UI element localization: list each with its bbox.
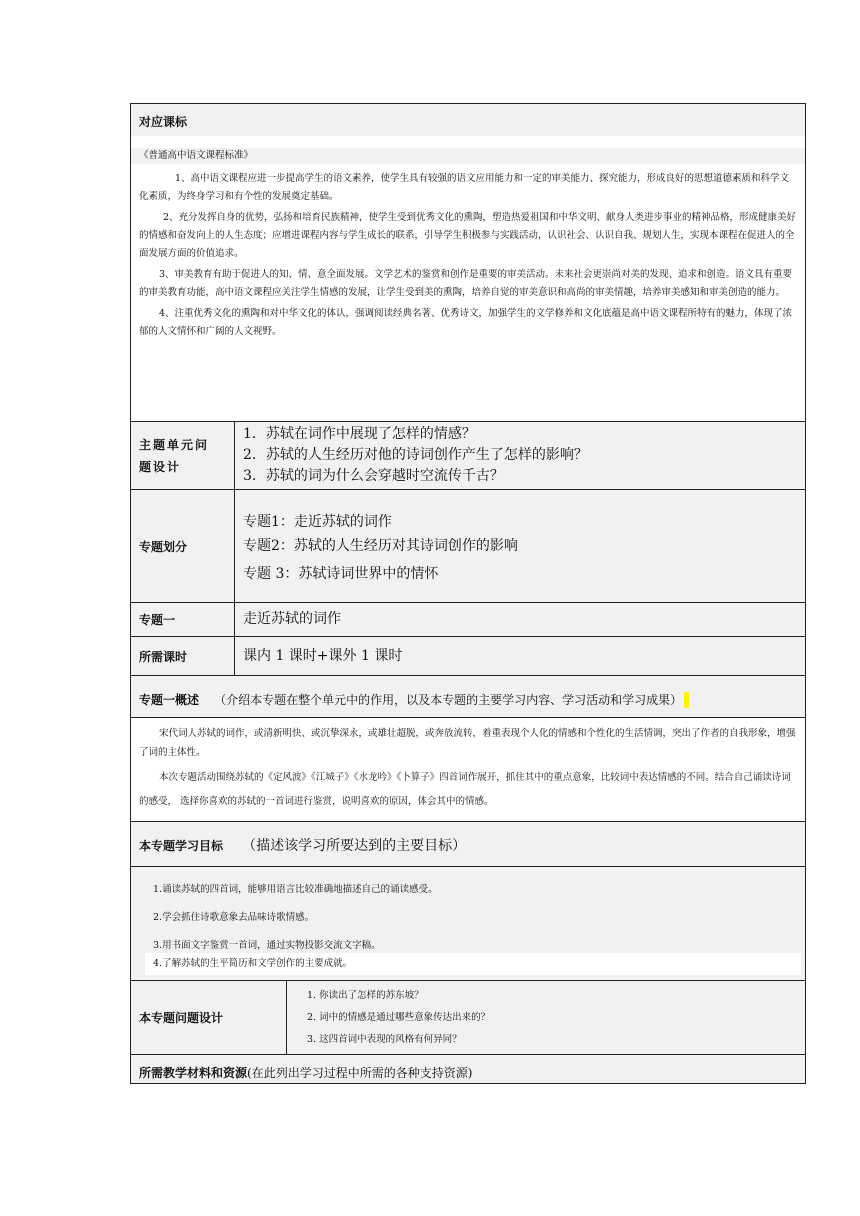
curriculum-header-row: [131, 104, 805, 136]
topic-item: 专题 3：苏轼诗词世界中的情怀: [243, 566, 439, 582]
hours-row: [131, 636, 805, 675]
goal-item: 4.了解苏轼的生平简历和文学创作的主要成就。: [153, 958, 353, 969]
topics-row: [131, 489, 805, 602]
hours-value: 课内 1 课时+课外 1 课时: [243, 648, 403, 664]
materials-row: [131, 1054, 805, 1083]
curriculum-header: 对应课标: [139, 115, 188, 129]
curriculum-paragraph-1: 1、高中语文课程应进一步提高学生的语文素养，使学生具有较强的语文应用能力和一定的审美能力、探究能力，形成良好的思想道德素质和科学文化素质，为终身学习和有个性的发展奠定基础。: [139, 173, 790, 202]
topic-questions-row: [131, 980, 805, 1054]
unit-question-item: 2．苏轼的人生经历对他的诗词创作产生了怎样的影响？: [243, 447, 588, 463]
goal-item: 1.诵读苏轼的四首词，能够用语言比较准确地描述自己的诵读感受。: [153, 884, 438, 895]
topic-question-item: 1. 你读出了怎样的苏东坡？: [307, 990, 424, 1001]
lesson-plan-table: [130, 103, 806, 1084]
topics-label: 专题划分: [139, 539, 188, 554]
curriculum-body: [131, 136, 805, 421]
curriculum-paragraph-4: 4、注重优秀文化的熏陶和对中华文化的体认，强调阅读经典名著、优秀诗文，加强学生的文学修养和文化底蕴是高中语文课程所特有的魅力，体现了浓郁的人文情怀和广阔的人文视野。: [139, 308, 793, 337]
goals-note: （描述该学习所要达到的主要目标）: [242, 838, 467, 854]
hours-label: 所需课时: [139, 649, 188, 664]
topic-one-label: 专题一: [139, 613, 176, 627]
overview-body: [131, 717, 805, 821]
curriculum-paragraph-2: 2、充分发挥自身的优势，弘扬和培育民族精神，使学生受到优秀文化的熏陶，塑造热爱祖国和中华文明、献身人类进步事业的精神品格，形成健康美好的情感和奋发向上的人生态度；应增进课程内容与学生成长的联系，引导学生积极参与实践活动，认识社会、认识自我、规划人生，实现本课程在促进人的全面发展方面的价值追求。: [139, 212, 797, 259]
topic-question-item: 3. 这四首词中表现的风格有何异同？: [307, 1034, 462, 1045]
overview-note: （介绍本专题在整个单元中的作用，以及本专题的主要学习内容、学习活动和学习成果）: [214, 693, 683, 707]
overview-paragraph-1: 宋代词人苏轼的词作，或清新明快、或沉挚深永，或雄壮超脱，或奔放流转，着重表现个人化的情感和个性化的生活情调，突出了作者的自我形象，增强了词的主体性。: [139, 728, 796, 758]
unit-question-item: 3．苏轼的词为什么会穿越时空流传千古？: [243, 468, 504, 484]
topic-one-value: 走近苏轼的词作: [243, 611, 341, 627]
unit-questions-row: [131, 421, 805, 489]
curriculum-source: 《普通高中语文课程标准》: [139, 150, 254, 161]
unit-questions-label: 主题单元问题设计: [139, 437, 210, 474]
goal-item: 3.用书面文字鉴赏一首词，通过实物投影交流文字稿。: [153, 940, 381, 951]
overview-label: 专题一概述: [139, 693, 200, 707]
overview-paragraph-2: 本次专题活动围绕苏轼的《定风波》《江城子》《水龙吟》《卜算子》四首词作展开，抓住其中的重点意象，比较词中表达情感的不同。结合自己诵读诗词的感受， 选择你喜欢的苏轼的一首词进行鉴赏，说明喜欢的原因，体会其中的情感。: [139, 772, 791, 807]
unit-questions-list: [235, 422, 805, 489]
goals-header-row: [131, 821, 805, 866]
overview-header-row: [131, 675, 805, 717]
topic-questions-label: 本专题问题设计: [139, 1011, 224, 1025]
highlight-mark: [684, 692, 689, 708]
topic-one-row: [131, 602, 805, 636]
topic-questions-list: [287, 981, 805, 1054]
curriculum-paragraphs: [139, 170, 797, 341]
topics-list: [235, 490, 805, 602]
topic-item: 专题2：苏轼的人生经历对其诗词创作的影响: [243, 538, 518, 554]
topic-question-item: 2. 词中的情感是通过哪些意象传达出来的？: [307, 1012, 491, 1023]
goal-item: 2.学会抓住诗歌意象去品味诗歌情感。: [153, 912, 315, 923]
goals-label: 本专题学习目标: [139, 839, 224, 853]
goal-item-band: [145, 953, 801, 975]
materials-note: (在此列出学习过程中所需的各种支持资源): [247, 1066, 473, 1080]
topic-item: 专题1：走近苏轼的词作: [243, 514, 392, 530]
curriculum-paragraph-3: 3、审美教育有助于促进人的知、情、意全面发展。文学艺术的鉴赏和创作是重要的审美活动。未来社会更崇尚对美的发现、追求和创造。语文具有重要的审美教育功能，高中语文课程应关注学生情感的发展，让学生受到美的熏陶，培养自觉的审美意识和高尚的审美情趣，培养审美感知和审美创造的能力。: [139, 269, 793, 298]
goals-body: [131, 866, 805, 980]
materials-label: 所需教学材料和资源: [139, 1066, 248, 1080]
unit-question-item: 1．苏轼在词作中展现了怎样的情感？: [243, 426, 476, 442]
